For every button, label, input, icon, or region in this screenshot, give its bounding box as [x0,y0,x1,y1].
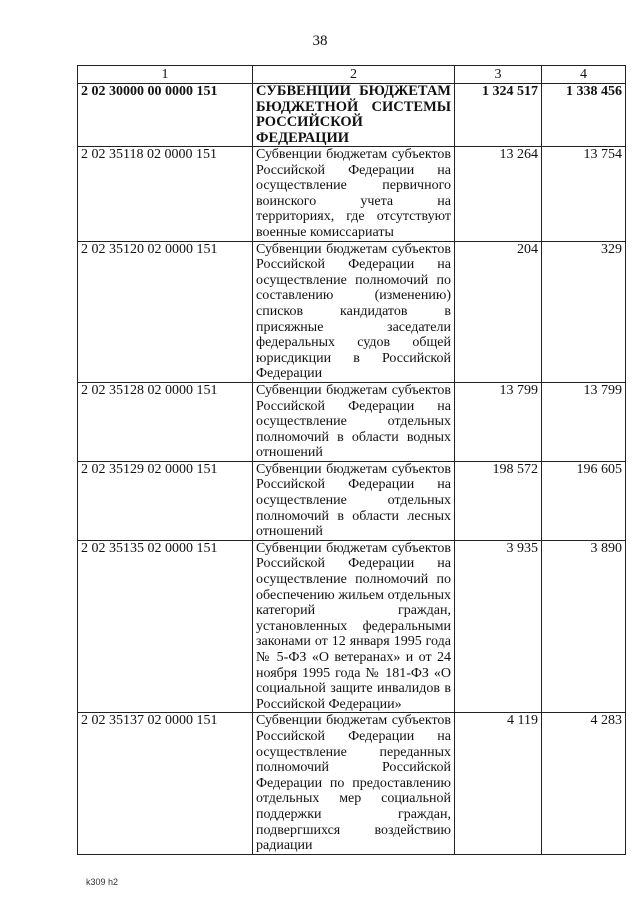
amount-column-3: 13 264 [455,147,542,242]
table-row [78,241,626,382]
classification-code: 2 02 35120 02 0000 151 [78,241,253,382]
table-row [78,461,626,540]
amount-column-3: 1 324 517 [455,84,542,147]
amount-column-4: 329 [542,241,626,382]
revenue-name: Субвенции бюджетам субъектов Российской Федерации на осуществление полномочий по составлению (изменению) списков кандидатов в присяжные заседатели федеральных судов общей юрисдикции в Российской Федерации [253,241,455,382]
revenue-name: Субвенции бюджетам субъектов Российской Федерации на осуществление первичного воинского учета на территориях, где отсутствуют военные комиссариаты [253,147,455,242]
revenue-name: Субвенции бюджетам субъектов Российской Федерации на осуществление отдельных полномочий в области водных отношений [253,382,455,461]
classification-code: 2 02 35135 02 0000 151 [78,540,253,713]
table-row [78,147,626,242]
revenue-name: Субвенции бюджетам субъектов Российской Федерации на осуществление переданных полномочий Российской Федерации по предоставлению отдельных мер социальной поддержки граждан, подвергшихся воздействию радиации [253,713,455,854]
classification-code: 2 02 35137 02 0000 151 [78,713,253,854]
amount-column-4: 196 605 [542,461,626,540]
classification-code: 2 02 35129 02 0000 151 [78,461,253,540]
table-row [78,713,626,854]
amount-column-3: 13 799 [455,382,542,461]
revenue-name: СУБВЕНЦИИ БЮДЖЕТАМ БЮДЖЕТНОЙ СИСТЕМЫ РОССИЙСКОЙ ФЕДЕРАЦИИ [253,84,455,147]
amount-column-4: 13 754 [542,147,626,242]
revenue-name: Субвенции бюджетам субъектов Российской Федерации на осуществление полномочий по обеспечению жильем отдельных категорий граждан, установленных федеральными законами от 12 января 1995 года № 5-ФЗ «О ветеранах» и от 24 ноября 1995 года № 181-ФЗ «О социальной защите инвалидов в Российской Федерации» [253,540,455,713]
classification-code: 2 02 30000 00 0000 151 [78,84,253,147]
amount-column-4: 13 799 [542,382,626,461]
budget-table [77,65,626,855]
amount-column-4: 1 338 456 [542,84,626,147]
amount-column-3: 4 119 [455,713,542,854]
page-number: 38 [312,33,328,49]
column-header-3: 3 [455,66,542,84]
amount-column-4: 4 283 [542,713,626,854]
table-row [78,540,626,713]
column-header-2: 2 [253,66,455,84]
classification-code: 2 02 35128 02 0000 151 [78,382,253,461]
table-header-row [78,66,626,84]
table-row [78,84,626,147]
footer-document-code: k309 h2 [86,877,119,887]
table-row [78,382,626,461]
revenue-name: Субвенции бюджетам субъектов Российской Федерации на осуществление отдельных полномочий в области лесных отношений [253,461,455,540]
amount-column-3: 204 [455,241,542,382]
classification-code: 2 02 35118 02 0000 151 [78,147,253,242]
amount-column-3: 3 935 [455,540,542,713]
amount-column-4: 3 890 [542,540,626,713]
column-header-1: 1 [78,66,253,84]
amount-column-3: 198 572 [455,461,542,540]
column-header-4: 4 [542,66,626,84]
